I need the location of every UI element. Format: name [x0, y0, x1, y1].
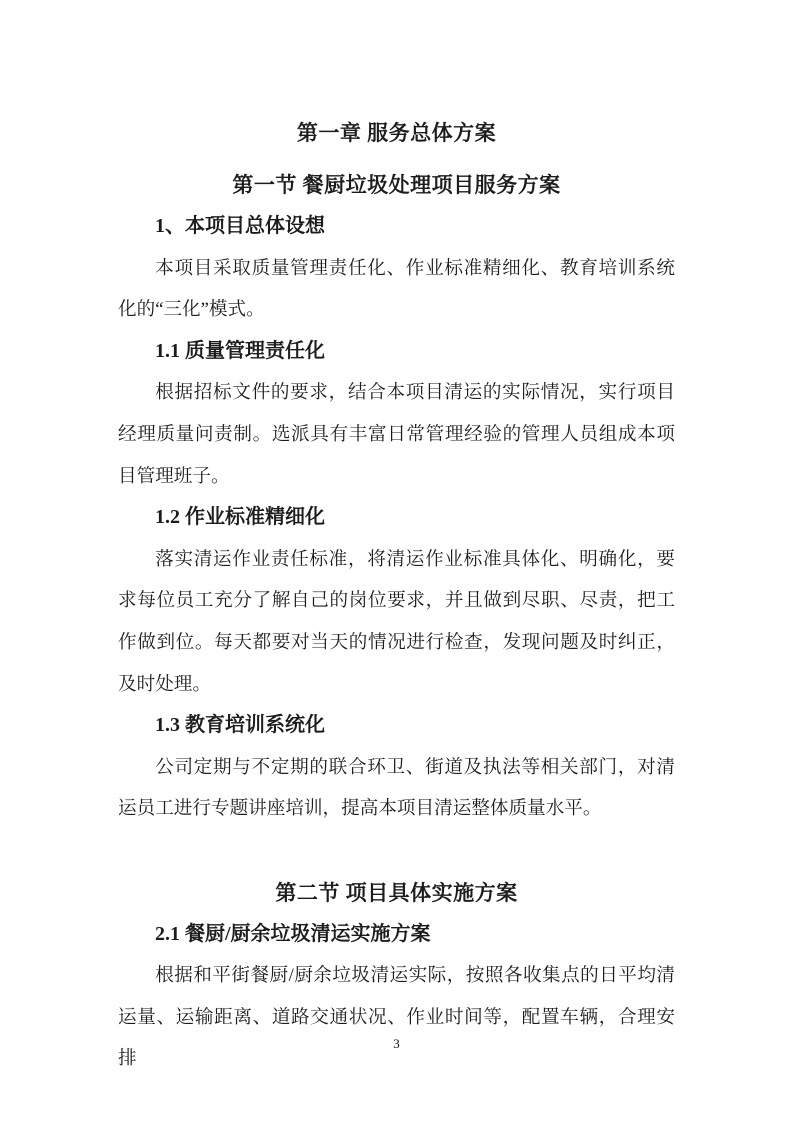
paragraph-1-1: 根据招标文件的要求，结合本项目清运的实际情况，实行项目经理质量问责制。选派具有丰富日常管理经验的管理人员组成本项目管理班子。 — [118, 382, 675, 487]
paragraph-1-3: 公司定期与不定期的联合环卫、街道及执法等相关部门，对清运员工进行专题讲座培训，提高本项目清运整体质量水平。 — [118, 756, 675, 820]
heading-2-1: 2.1 餐厨/厨余垃圾清运实施方案 — [155, 922, 431, 945]
paragraph-overview: 本项目采取质量管理责任化、作业标准精细化、教育培训系统化的“三化”模式。 — [118, 257, 675, 321]
paragraph-1-2: 落实清运作业责任标准，将清运作业标准具体化、明确化，要求每位员工充分了解自己的岗位要求，并且做到尽职、尽责，把工作做到位。每天都要对当天的情况进行检查，发现问题及时纠正，及时处理。 — [118, 548, 675, 695]
section2-heading: 第二节 项目具体实施方案 — [275, 880, 518, 905]
heading-overview: 1、本项目总体设想 — [155, 215, 325, 237]
page-number: 3 — [393, 1036, 400, 1051]
heading-1-2: 1.2 作业标准精细化 — [155, 506, 325, 529]
heading-1-1: 1.1 质量管理责任化 — [155, 339, 325, 362]
section1-heading: 第一节 餐厨垃圾处理项目服务方案 — [232, 173, 561, 197]
paragraph-2-1: 根据和平街餐厨/厨余垃圾清运实际，按照各收集点的日平均清运量、运输距离、道路交通状况、作业时间等，配置车辆，合理安排 — [118, 965, 675, 1070]
chapter-heading: 第一章 服务总体方案 — [296, 121, 497, 145]
heading-1-3: 1.3 教育培训系统化 — [155, 714, 325, 737]
paragraph-spacer — [118, 830, 675, 872]
